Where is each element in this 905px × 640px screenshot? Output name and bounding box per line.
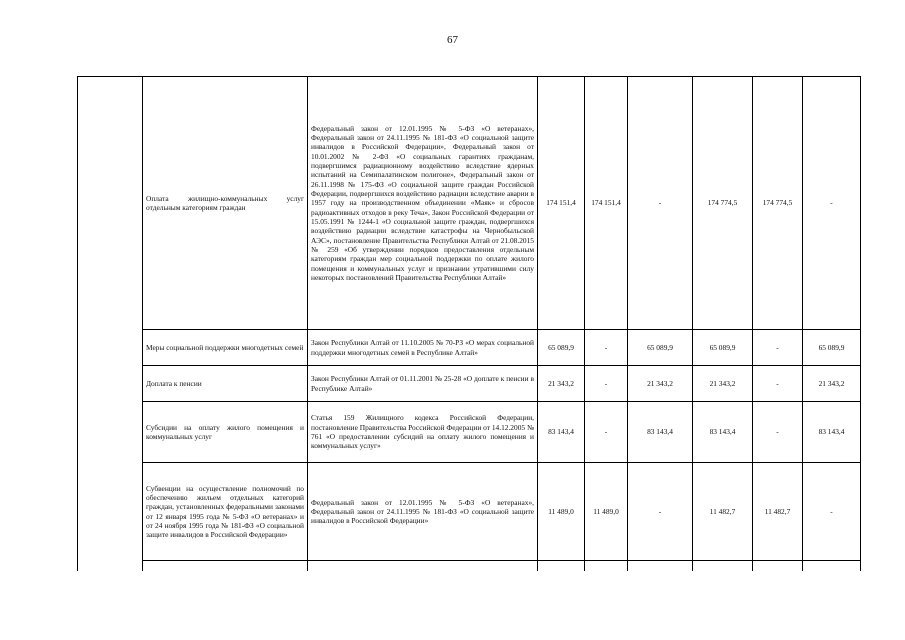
value-cell: 83 143,4	[803, 402, 861, 463]
value-cell: -	[803, 77, 861, 330]
value-cell: 21 343,2	[803, 366, 861, 402]
row-legal-basis: Закон Республики Алтай от 11.10.2005 № 70-РЗ «О мерах социальной поддержки многодетных семей в Республике Алтай»	[308, 330, 538, 366]
page-number: 67	[447, 34, 458, 46]
value-cell: 65 089,9	[803, 330, 861, 366]
value-cell: -	[753, 366, 803, 402]
value-cell: 83 143,4	[693, 402, 753, 463]
benefits-table	[77, 76, 861, 571]
blank-column-cell	[78, 77, 143, 572]
row-name: Доплата к пенсии	[143, 366, 308, 402]
value-cell: -	[585, 330, 628, 366]
value-cell: -	[585, 402, 628, 463]
row-name: Субсидии на оплату жилого помещения и коммунальных услуг	[143, 402, 308, 463]
row-legal-basis: Закон Республики Алтай от 01.11.2001 № 25-28 «О доплате к пенсии в Республике Алтай»	[308, 366, 538, 402]
value-cell: -	[585, 366, 628, 402]
table-row	[78, 330, 861, 366]
value-cell: 83 143,4	[538, 402, 585, 463]
table-row	[78, 366, 861, 402]
value-cell: 11 489,0	[538, 463, 585, 561]
value-cell: 83 143,4	[628, 402, 693, 463]
value-cell: 11 482,7	[693, 463, 753, 561]
value-cell: 65 089,9	[538, 330, 585, 366]
value-cell: -	[628, 77, 693, 330]
row-name: Меры социальной поддержки многодетных семей	[143, 330, 308, 366]
value-cell: 174 151,4	[585, 77, 628, 330]
value-cell: 11 482,7	[753, 463, 803, 561]
row-name: Субвенции на осуществление полномочий по обеспечению жильем отдельных категорий граждан, установленных федеральными законами от 12 января 1995 года № 5-ФЗ «О ветеранах» и от 24 ноября 1995 года № 181-ФЗ «О социальной защите инвалидов в Российской Федерации»	[143, 463, 308, 561]
value-cell: -	[753, 402, 803, 463]
value-cell: 65 089,9	[628, 330, 693, 366]
value-cell: 11 489,0	[585, 463, 628, 561]
value-cell: 174 774,5	[753, 77, 803, 330]
value-cell: -	[628, 463, 693, 561]
row-name: Оплата жилищно-коммунальных услуг отдельным категориям граждан	[143, 77, 308, 330]
table-continuation	[78, 561, 861, 572]
value-cell: 174 151,4	[538, 77, 585, 330]
value-cell: -	[753, 330, 803, 366]
value-cell: 174 774,5	[693, 77, 753, 330]
value-cell: 21 343,2	[693, 366, 753, 402]
row-legal-basis: Федеральный закон от 12.01.1995 № 5-ФЗ «О ветеранах», Федеральный закон от 24.11.1995 № 181-ФЗ «О социальной защите инвалидов в Российской Федерации», Федеральный закон от 10.01.2002 № 2-ФЗ «О социальных гарантиях гражданам, подвергшимся радиационному воздействию вследствие ядерных испытаний на Семипалатинском полигоне», Федеральный закон от 26.11.1998 № 175-ФЗ «О социальной защите граждан Российской Федерации, подвергшихся воздействию радиации вследствие аварии в 1957 году на производственном объединении «Маяк» и сбросов радиоактивных отходов в реку Теча», Закон Российской Федерации от 15.05.1991 № 1244-1 «О социальной защите граждан, подвергшихся воздействию радиации вследствие катастрофы на Чернобыльской АЭС», постановление Правительства Республики Алтай от 21.08.2015 № 259 «Об утверждении порядков предоставления отдельным категориям граждан мер социальной поддержки по оплате жилого помещения и коммунальных услуг и признании утратившими силу некоторых постановлений Правительства Республики Алтай»	[308, 77, 538, 330]
value-cell: 65 089,9	[693, 330, 753, 366]
row-legal-basis: Статья 159 Жилищного кодекса Российской Федерации, постановление Правительства Российской Федерации от 14.12.2005 № 761 «О предоставлении субсидий на оплату жилого помещения и коммунальных услуг»	[308, 402, 538, 463]
table-row	[78, 402, 861, 463]
value-cell: -	[803, 463, 861, 561]
value-cell: 21 343,2	[538, 366, 585, 402]
table-row	[78, 77, 861, 330]
table-row	[78, 463, 861, 561]
row-legal-basis: Федеральный закон от 12.01.1995 № 5-ФЗ «О ветеранах», Федеральный закон от 24.11.1995 № 181-ФЗ «О социальной защите инвалидов в Российской Федерации»	[308, 463, 538, 561]
value-cell: 21 343,2	[628, 366, 693, 402]
